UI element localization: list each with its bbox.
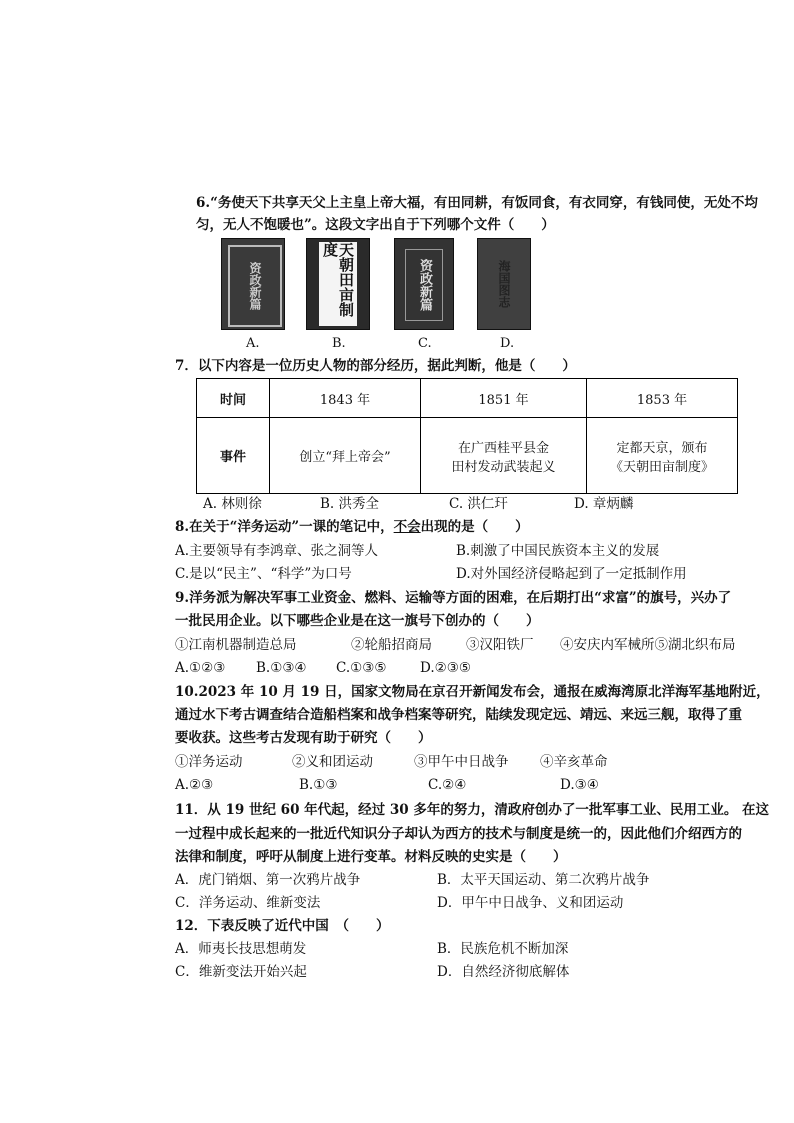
q7-option-a: A. 林则徐 [203, 496, 262, 512]
q10-option-b: B.①③ [299, 777, 338, 793]
q10-item-1: ①洋务运动 [175, 754, 243, 770]
q8-option-c: C.是以“民主”、“科学”为口号 [175, 566, 352, 582]
q11-stem-line1: 11．从 19 世纪 60 年代起，经过 30 多年的努力，清政府创办了一批军事工业、民用工业。 在这 [175, 802, 770, 818]
q7-option-d: D. 章炳麟 [574, 496, 634, 512]
q7-event-3-line2: 《天朝田亩制度》 [609, 459, 714, 475]
q7-option-c: C. 洪仁玕 [449, 496, 508, 512]
q11-option-c: C．洋务运动、维新变法 [175, 895, 321, 911]
book-b-title: 天朝田亩制度 [319, 242, 357, 326]
q7-stem: 7．以下内容是一位历史人物的部分经历，据此判断，他是（ ） [175, 358, 576, 374]
q6-stem-line2: 匀，无人不饱暖也”。这段文字出自于下列哪个文件（ ） [196, 217, 555, 233]
q7-event-2-line1: 在广西桂平县金 [457, 440, 549, 456]
q8-option-a: A.主要领导有李鸿章、张之洞等人 [175, 543, 379, 559]
q10-item-3: ③甲午中日战争 [414, 754, 509, 770]
q6-option-b: B. [332, 336, 346, 351]
q7-event-2 [421, 418, 587, 494]
q6-option-c: C. [418, 336, 432, 351]
q9-item-2: ②轮船招商局 [351, 637, 432, 653]
q9-item-4: ④安庆内军械所⑤湖北织布局 [560, 637, 736, 653]
book-a-image [221, 238, 285, 330]
q10-option-a: A.②③ [175, 777, 214, 793]
q10-stem-line1: 10.2023 年 10 月 19 日，国家文物局在京召开新闻发布会，通报在威海湾原北洋海军基地附近， [175, 684, 770, 700]
q8-option-d: D.对外国经济侵略起到了一定抵制作用 [456, 566, 687, 582]
q6-stem-line1: 6.“务使天下共享天父上主皇上帝大福，有田同耕，有饭同食，有衣同穿，有钱同使，无处不均 [196, 195, 758, 211]
q7-table-row-time [197, 379, 738, 418]
q9-item-3: ③汉阳铁厂 [466, 637, 534, 653]
q10-item-2: ②义和团运动 [292, 754, 373, 770]
q11-option-a: A．虎门销烟、第一次鸦片战争 [175, 872, 361, 888]
book-d-image [477, 238, 531, 330]
q11-stem-line2: 一过程中成长起来的一批近代知识分子却认为西方的技术与制度是统一的，因此他们介绍西方的 [175, 826, 742, 842]
q12-option-a: A．师夷长技思想萌发 [175, 941, 307, 957]
q11-stem-line3: 法律和制度，呼吁从制度上进行变革。材料反映的史实是（ ） [175, 849, 567, 865]
q11-option-b: B．太平天国运动、第二次鸦片战争 [437, 872, 650, 888]
q7-year-1851: 1851 年 [421, 379, 587, 418]
q10-option-d: D.③④ [560, 777, 599, 793]
q7-event-1: 创立“拜上帝会” [270, 418, 421, 494]
q7-year-1853: 1853 年 [587, 379, 738, 418]
q9-stem-line1: 9.洋务派为解决军事工业资金、燃料、运输等方面的困难，在后期打出“求富”的旗号，兴办了 [175, 590, 732, 606]
q8-stem-pre: 8.在关于“洋务运动”一课的笔记中， [175, 519, 394, 535]
q7-option-b: B. 洪秀全 [320, 496, 380, 512]
q9-item-1: ①江南机器制造总局 [175, 637, 297, 653]
q9-stem-line2: 一批民用企业。以下哪些企业是在这一旗号下创办的（ ） [175, 613, 540, 629]
q6-option-a: A. [246, 336, 260, 351]
book-b-image [306, 238, 370, 330]
q12-option-c: C．维新变法开始兴起 [175, 964, 307, 980]
q7-event-3-line1: 定都天京，颁布 [616, 440, 708, 456]
q7-year-1843: 1843 年 [270, 379, 421, 418]
q8-option-b: B.刺激了中国民族资本主义的发展 [456, 543, 660, 559]
q7-event-2-line2: 田村发动武装起义 [451, 459, 556, 475]
q8-stem-post: 出现的是（ ） [420, 519, 529, 535]
q9-option-a: A.①②③ [175, 660, 226, 676]
q10-item-4: ④辛亥革命 [540, 754, 608, 770]
q9-option-d: D.②③⑤ [420, 660, 471, 676]
q9-option-b: B.①③④ [256, 660, 307, 676]
q7-row-label-time: 时间 [197, 379, 270, 418]
q12-option-b: B．民族危机不断加深 [437, 941, 569, 957]
q10-option-c: C.②④ [428, 777, 467, 793]
q7-table-row-event [197, 418, 738, 494]
q9-option-c: C.①③⑤ [336, 660, 387, 676]
book-c-image [394, 238, 454, 330]
q8-stem [175, 518, 529, 536]
q7-event-3 [587, 418, 738, 494]
q7-row-label-event: 事件 [197, 418, 270, 494]
book-c-title: 资政新篇 [405, 249, 443, 321]
q6-option-d: D. [500, 336, 515, 351]
q8-stem-underline: 不会 [393, 519, 421, 535]
q12-stem: 12．下表反映了近代中国 （ ） [175, 918, 390, 934]
book-a-title: 资政新篇 [228, 245, 282, 327]
q10-stem-line2: 通过水下考古调查结合造船档案和战争档案等研究，陆续发现定远、靖远、来远三舰，取得了重 [175, 707, 742, 723]
book-d-title: 海国图志 [497, 260, 511, 308]
q7-table [196, 378, 738, 494]
q11-option-d: D．甲午中日战争、义和团运动 [437, 895, 624, 911]
q12-option-d: D．自然经济彻底解体 [437, 964, 570, 980]
q10-stem-line3: 要收获。这些考古发现有助于研究（ ） [175, 730, 432, 746]
